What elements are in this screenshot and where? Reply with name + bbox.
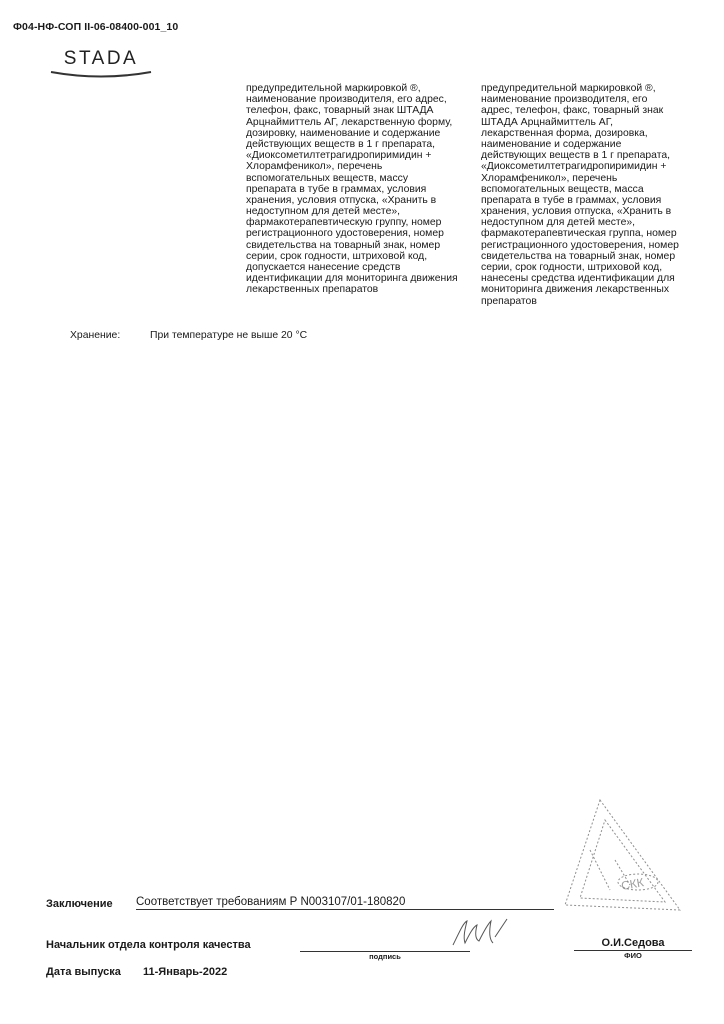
text-line: Арцнаймиттель АГ, лекарственную форму, — [246, 116, 453, 128]
text-line: предупредительной маркировкой ®, — [481, 83, 656, 94]
text-line: недоступном для детей месте», — [246, 206, 401, 218]
text-line: недоступном для детей месте», — [481, 217, 636, 229]
text-line: серии, срок годности, штриховой код, — [481, 262, 663, 273]
text-line: препарата в тубе в граммах, условия — [246, 183, 427, 195]
signature-caption: подпись — [369, 952, 401, 961]
text-line: наименование и содержание — [481, 138, 622, 150]
quality-stamp-icon — [560, 790, 700, 920]
storage-value: При температуре не выше 20 °С — [150, 330, 308, 341]
right-column-text — [481, 83, 679, 307]
text-line: действующих веществ в 1 г препарата, — [481, 150, 671, 162]
text-line: лекарственная форма, дозировка, — [481, 127, 648, 139]
text-line: фармакотерапевтическую группу, номер — [246, 217, 442, 229]
text-line: Хлорамфеникол», перечень — [246, 161, 383, 173]
signer-name: О.И.Седова — [601, 937, 665, 949]
conclusion-label: Заключение — [46, 898, 113, 910]
text-line: регистрационного удостоверения, номер — [246, 228, 444, 240]
text-line: идентификации для мониторинга движения — [246, 273, 458, 285]
text-line: нанесены средства идентификации для — [481, 273, 675, 285]
text-line: допускается нанесение средств — [246, 262, 401, 273]
text-line: хранения, условия отпуска, «Хранить в — [481, 206, 672, 218]
text-line: регистрационного удостоверения, номер — [481, 239, 679, 251]
text-line: телефон, факс, товарный знак ШТАДА — [246, 105, 434, 117]
logo-text: STADA — [63, 48, 139, 69]
name-caption: ФИО — [624, 951, 642, 960]
left-column-text — [246, 83, 458, 296]
text-line: лекарственных препаратов — [246, 284, 379, 296]
text-line: дозировку, наименование и содержание — [246, 127, 441, 139]
handwritten-signature-icon — [445, 915, 515, 951]
logo-swoosh-icon — [49, 69, 153, 79]
issue-date-label: Дата выпуска — [46, 966, 121, 978]
head-of-qc-label: Начальник отдела контроля качества — [46, 939, 251, 951]
text-line: ШТАДА Арцнаймиттель АГ, — [481, 116, 613, 128]
text-line: «Диоксометилтетрагидропиримидин + — [481, 161, 667, 173]
text-line: свидетельства на товарный знак, номер — [481, 250, 676, 262]
document-code: Ф04-НФ-СОП II-06-08400-001_10 — [13, 21, 179, 33]
storage-label: Хранение: — [70, 330, 121, 341]
text-line: «Диоксометилтетрагидропиримидин + — [246, 150, 432, 162]
text-line: Хлорамфеникол», перечень — [481, 172, 618, 184]
text-line: адрес, телефон, факс, товарный знак — [481, 105, 664, 117]
text-line: серии, срок годности, штриховой код, — [246, 250, 428, 262]
text-line: фармакотерапевтическая группа, номер — [481, 228, 677, 240]
stada-logo — [47, 48, 155, 78]
text-line: свидетельства на товарный знак, номер — [246, 239, 441, 251]
text-line: наименование производителя, его адрес, — [246, 94, 447, 106]
text-line: мониторинга движения лекарственных — [481, 284, 670, 296]
conclusion-value: Соответствует требованиям Р N003107/01-180820 — [136, 896, 554, 910]
text-line: хранения, условия отпуска, «Хранить в — [246, 194, 437, 206]
text-line: предупредительной маркировкой ®, — [246, 83, 421, 94]
issue-date-value: 11-Январь-2022 — [143, 966, 228, 978]
text-line: препаратов — [481, 295, 537, 307]
text-line: вспомогательных веществ, масса — [481, 183, 644, 195]
text-line: вспомогательных веществ, массу — [246, 172, 409, 184]
text-line: препарата в тубе в граммах, условия — [481, 194, 662, 206]
text-line: действующих веществ в 1 г препарата, — [246, 138, 436, 150]
svg-text:СКК: СКК — [620, 875, 645, 893]
text-line: наименование производителя, его — [481, 94, 648, 106]
